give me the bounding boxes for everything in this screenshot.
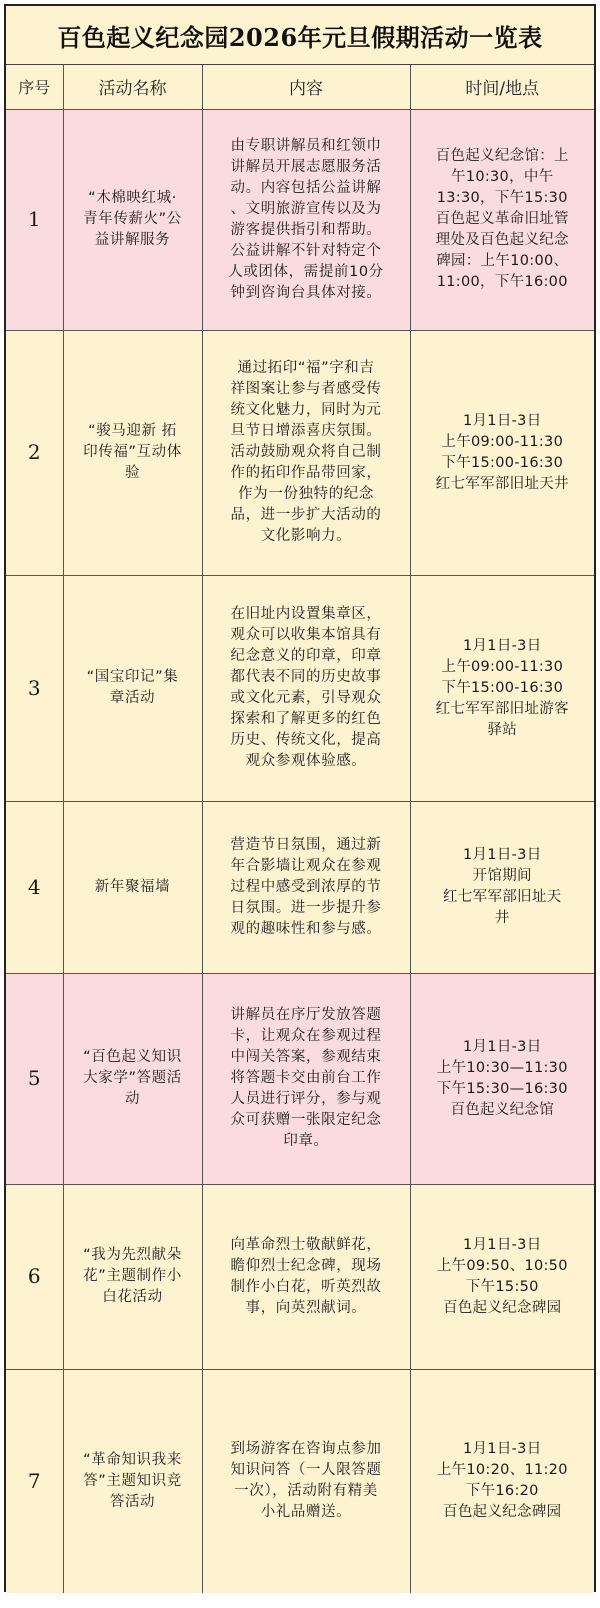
time-place-cell-line: 红七军军部旧址天 (443, 889, 562, 905)
activity-content-cell-line: 钟到咨询台具体对接。 (230, 284, 382, 301)
activity-content-cell-line: 历史、传统文化，提高 (230, 732, 382, 748)
time-place-cell-line: 理处及百色起义纪念 (435, 232, 569, 248)
activity-content-cell (202, 1184, 410, 1369)
activity-name-cell-line: “百色起义知识 (83, 1049, 182, 1065)
table-row (6, 973, 594, 1184)
activity-name-cell (63, 109, 202, 330)
time-place-cell-line: 上午09:00-11:30 (441, 658, 564, 675)
time-place-cell (410, 1369, 594, 1593)
time-place-cell (410, 1184, 594, 1369)
activity-content-cell-line: 统文化魅力，同时为元 (230, 402, 382, 418)
header-no: 序号 (6, 65, 63, 109)
activity-content-cell-line: 观众可以收集本馆具有 (230, 627, 382, 643)
activity-content-cell-line: 瞻仰烈士纪念碑，现场 (230, 1257, 382, 1274)
activity-content-cell-line: 一次），活动附有精美 (234, 1483, 378, 1500)
time-place-cell-line: 下午16:20 (465, 1483, 539, 1500)
activity-name-cell-line: 答活动 (109, 1493, 156, 1510)
time-place-cell-line: 1月1日-3日 (462, 847, 542, 863)
time-place-cell-line: 井 (494, 910, 510, 926)
time-place-cell (410, 109, 594, 330)
time-place-cell (410, 575, 594, 801)
header-content: 内容 (202, 65, 410, 109)
activity-name-cell-line: “国宝印记”集 (86, 669, 179, 685)
table-header-row (6, 65, 594, 109)
table-row (6, 1369, 594, 1593)
activity-name-cell-line: 青年传薪火”公 (83, 211, 182, 227)
activity-content-cell-line: 动。内容包括公益讲解 (230, 179, 382, 196)
activity-content-cell-line: 人员进行评分，参与观 (230, 1091, 382, 1107)
header-activity-name: 活动名称 (63, 65, 202, 109)
time-place-cell-line: 百色起义纪念碑园 (443, 1504, 562, 1521)
activity-name-cell-line: 答”主题知识竞 (83, 1472, 182, 1489)
time-place-cell-line: 红七军军部旧址游客 (435, 700, 569, 717)
activity-content-cell-line: 众可获赠一张限定纪念 (230, 1112, 382, 1128)
row-number: 6 (6, 1184, 63, 1369)
table-body (6, 109, 594, 1593)
activity-content-cell-line: 印章。 (283, 1133, 329, 1149)
activity-name-cell-line: “骏马迎新 拓 (88, 423, 177, 439)
activity-name-cell-line: 白花活动 (102, 1289, 163, 1305)
activity-name-cell (63, 1184, 202, 1369)
row-number: 3 (6, 575, 63, 801)
time-place-cell-line: 上午10:20、11:20 (436, 1462, 568, 1479)
activity-content-cell-line: 都代表不同的历史故事 (230, 669, 382, 685)
activity-content-cell-line: 旦节日增添喜庆氛围。 (230, 423, 382, 439)
activity-content-cell-line: 游客提供指引和帮助。 (230, 221, 382, 238)
activity-name-cell-line: “木棉映红城· (88, 190, 177, 206)
activity-name-cell-line: 新年聚福墙 (94, 878, 171, 895)
row-number: 1 (6, 109, 63, 330)
activity-content-cell-line: 祥图案让参与者感受传 (230, 381, 382, 397)
activity-content-cell-line: 文化影响力。 (260, 528, 352, 544)
activity-name-cell-line: 益讲解服务 (94, 232, 171, 248)
activity-content-cell-line: 中闯关答案，参观结束 (230, 1049, 382, 1065)
time-place-cell-line: 驿站 (487, 721, 518, 738)
time-place-cell-line: 上午09:00-11:30 (441, 433, 564, 450)
activity-name-cell-line: 印传福”互动体 (83, 444, 182, 460)
activity-content-cell-line: 小礼品赠送。 (260, 1504, 352, 1521)
activity-content-cell-line: 作的拓印作品带回家， (230, 465, 382, 481)
activity-name-cell (63, 1369, 202, 1593)
time-place-cell-line: 1月1日-3日 (462, 1441, 542, 1458)
time-place-cell-line: 上午09:50、10:50 (436, 1257, 568, 1274)
activity-content-cell-line: 在旧址内设置集章区， (230, 606, 382, 622)
activity-content-cell (202, 1369, 410, 1593)
activity-name-cell (63, 575, 202, 801)
time-place-cell-line: 百色起义革命旧址管 (435, 211, 569, 227)
activity-content-cell (202, 575, 410, 801)
activity-content-cell-line: 制作小白花，听英烈故 (230, 1278, 382, 1295)
time-place-cell-line: 1月1日-3日 (462, 637, 542, 654)
time-place-cell-line: 下午15:30—16:30 (436, 1080, 568, 1097)
row-number: 4 (6, 801, 63, 973)
activity-content-cell-line: 通过拓印“福”字和吉 (237, 360, 375, 376)
activity-name-cell-line: “革命知识我来 (83, 1451, 182, 1468)
time-place-cell-line: 开馆期间 (472, 868, 532, 884)
activity-content-cell (202, 801, 410, 973)
activity-content-cell-line: 年合影墙让观众在参观 (230, 857, 382, 874)
row-number: 7 (6, 1369, 63, 1593)
time-place-cell-line: 午10:30，中午 (451, 169, 554, 185)
activity-content-cell-line: 探索和了解更多的红色 (230, 711, 382, 727)
row-number: 5 (6, 973, 63, 1184)
activity-content-cell-line: 人或团体，需提前10分 (228, 263, 384, 280)
activity-content-cell (202, 109, 410, 330)
activity-content-cell-line: 、文明旅游宣传以及为 (230, 200, 382, 217)
activity-content-cell-line: 事，向英烈献词。 (245, 1299, 367, 1316)
time-place-cell-line: 百色起义纪念碑园 (443, 1299, 562, 1316)
activity-content-cell-line: 纪念意义的印章，印章 (230, 648, 382, 664)
activity-content-cell-line: 知识问答（一人限答题 (230, 1462, 382, 1479)
header-time-place: 时间/地点 (410, 65, 594, 109)
time-place-cell-line: 下午15:00-16:30 (441, 679, 564, 696)
time-place-cell (410, 973, 594, 1184)
time-place-cell-line: 1月1日-3日 (462, 1236, 542, 1253)
time-place-cell-line: 百色起义纪念馆：上 (435, 148, 569, 164)
activity-content-cell-line: 讲解员开展志愿服务活 (230, 158, 382, 175)
activity-name-cell-line: “我为先烈献朵 (83, 1247, 182, 1263)
time-place-cell-line: 上午10:30—11:30 (436, 1059, 568, 1076)
time-place-cell-line: 下午15:50 (465, 1278, 539, 1295)
activity-content-cell-line: 或文化元素，引导观众 (230, 690, 382, 706)
activity-name-cell (63, 801, 202, 973)
activity-content-cell-line: 观众参观体验感。 (245, 753, 367, 769)
activity-content-cell-line: 作为一份独特的纪念 (238, 486, 374, 502)
activity-content-cell (202, 973, 410, 1184)
activity-name-cell (63, 330, 202, 575)
time-place-cell (410, 330, 594, 575)
table-row (6, 109, 594, 330)
time-place-cell-line: 13:30，下午15:30 (436, 190, 568, 206)
time-place-cell (410, 801, 594, 973)
activity-name-cell-line: 章活动 (109, 690, 156, 706)
activity-table-sheet (4, 4, 596, 1592)
page-title: 百色起义纪念园2026年元旦假期活动一览表 (6, 6, 594, 65)
activity-content-cell (202, 330, 410, 575)
activity-content-cell-line: 过程中感受到浓厚的节 (230, 878, 382, 895)
activity-content-cell-line: 公益讲解不针对特定个 (230, 242, 382, 259)
activity-content-cell-line: 卡，让观众在参观过程 (230, 1028, 382, 1044)
table-row (6, 575, 594, 801)
activity-name-cell (63, 973, 202, 1184)
row-number: 2 (6, 330, 63, 575)
activity-content-cell-line: 活动鼓励观众将自己制 (230, 444, 382, 460)
table-row (6, 1184, 594, 1369)
activity-content-cell-line: 品，进一步扩大活动的 (230, 507, 382, 523)
table-row (6, 330, 594, 575)
activity-content-cell-line: 日氛围。进一步提升参 (230, 899, 382, 916)
activity-table (6, 65, 594, 1593)
time-place-cell-line: 红七军军部旧址天井 (435, 475, 569, 492)
activity-name-cell-line: 验 (124, 465, 141, 481)
time-place-cell-line: 1月1日-3日 (462, 1038, 542, 1055)
activity-name-cell-line: 动 (124, 1091, 141, 1107)
time-place-cell-line: 百色起义纪念馆 (450, 1101, 555, 1118)
time-place-cell-line: 11:00，下午16:00 (436, 274, 568, 290)
activity-content-cell-line: 观的趣味性和参与感。 (230, 920, 382, 937)
activity-content-cell-line: 向革命烈士敬献鲜花， (230, 1236, 382, 1253)
table-row (6, 801, 594, 973)
time-place-cell-line: 碑园：上午10:00、 (436, 253, 569, 269)
activity-content-cell-line: 将答题卡交由前台工作 (230, 1070, 382, 1086)
time-place-cell-line: 1月1日-3日 (462, 412, 542, 429)
activity-name-cell-line: 大家学”答题活 (83, 1070, 182, 1086)
activity-content-cell-line: 讲解员在序厅发放答题 (230, 1007, 382, 1023)
time-place-cell-line: 下午15:00-16:30 (441, 454, 564, 471)
activity-content-cell-line: 营造节日氛围，通过新 (230, 836, 382, 853)
activity-name-cell-line: 花”主题制作小 (83, 1268, 182, 1284)
activity-content-cell-line: 到场游客在咨询点参加 (230, 1441, 382, 1458)
activity-content-cell-line: 由专职讲解员和红领巾 (230, 137, 382, 154)
